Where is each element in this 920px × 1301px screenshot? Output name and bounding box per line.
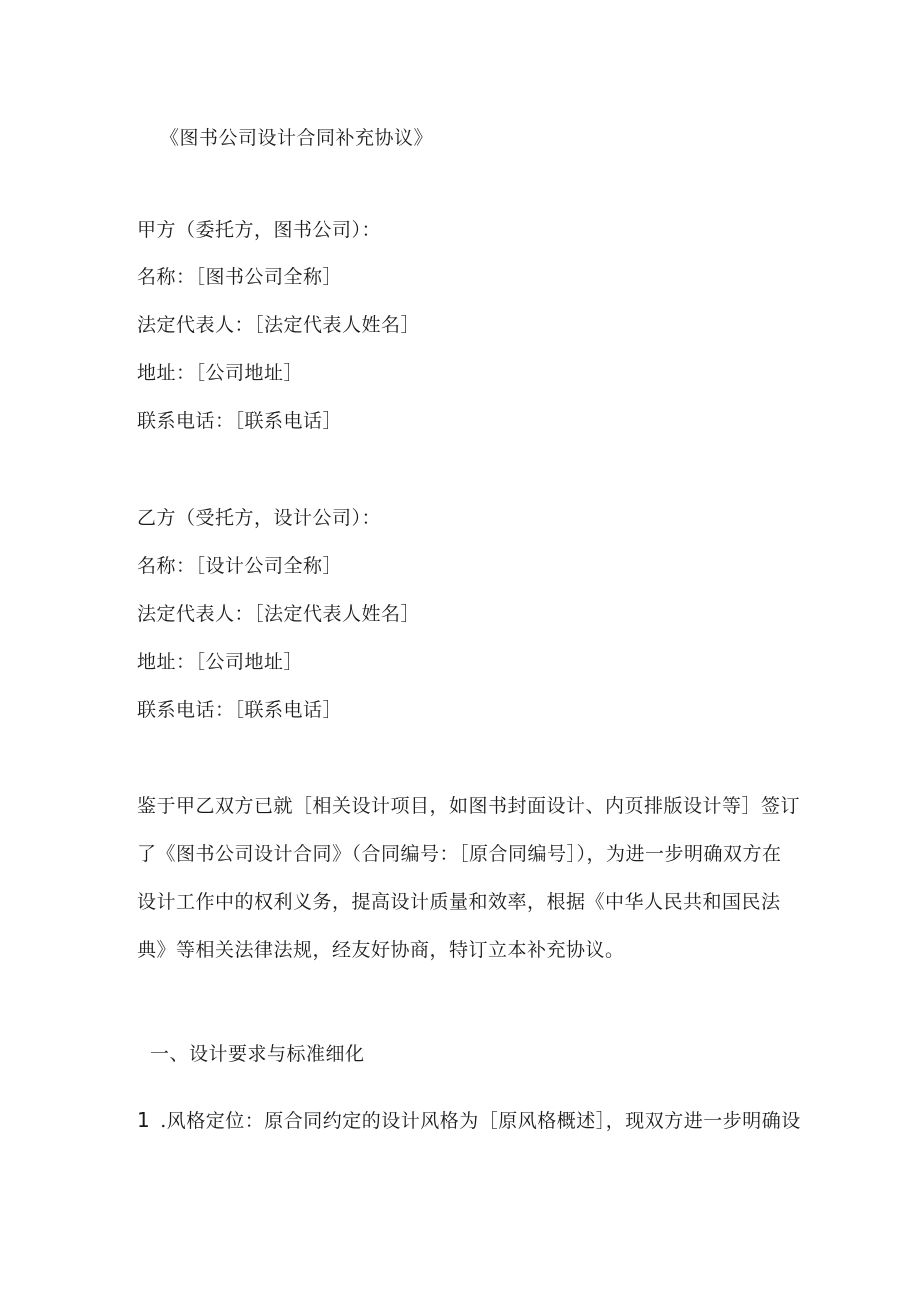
section-heading: 一、设计要求与标准细化 xyxy=(150,1043,365,1065)
party-b-phone: 联系电话：［联系电话］ xyxy=(137,699,343,721)
party-a-name: 名称：［图书公司全称］ xyxy=(137,266,343,288)
preamble-line: 了《图书公司设计合同》（合同编号：［原合同编号］），为进一步明确双方在 xyxy=(137,843,782,865)
preamble-line: 设计工作中的权利义务，提高设计质量和效率，根据《中华人民共和国民法 xyxy=(137,891,781,913)
party-b-name: 名称：［设计公司全称］ xyxy=(137,555,343,577)
document-title: 《图书公司设计合同补充协议》 xyxy=(160,127,434,149)
party-b-address: 地址：［公司地址］ xyxy=(137,651,304,673)
party-a-phone: 联系电话：［联系电话］ xyxy=(137,410,343,432)
party-b-header: 乙方（受托方，设计公司）： xyxy=(137,507,382,529)
party-a-header: 甲方（委托方，图书公司）： xyxy=(137,219,382,241)
preamble-line: 典》等相关法律法规，经友好协商，特订立本补充协议。 xyxy=(137,939,625,961)
party-a-address: 地址：［公司地址］ xyxy=(137,362,304,384)
party-a-representative: 法定代表人：［法定代表人姓名］ xyxy=(137,314,421,336)
numbered-item xyxy=(137,1108,801,1133)
party-b-representative: 法定代表人：［法定代表人姓名］ xyxy=(137,603,421,625)
preamble-line: 鉴于甲乙双方已就［相关设计项目，如图书封面设计、内页排版设计等］签订 xyxy=(137,795,801,817)
item-number: 1 xyxy=(137,1108,151,1132)
item-text: .风格定位：原合同约定的设计风格为［原风格概述］，现双方进一步明确设 xyxy=(160,1110,801,1132)
